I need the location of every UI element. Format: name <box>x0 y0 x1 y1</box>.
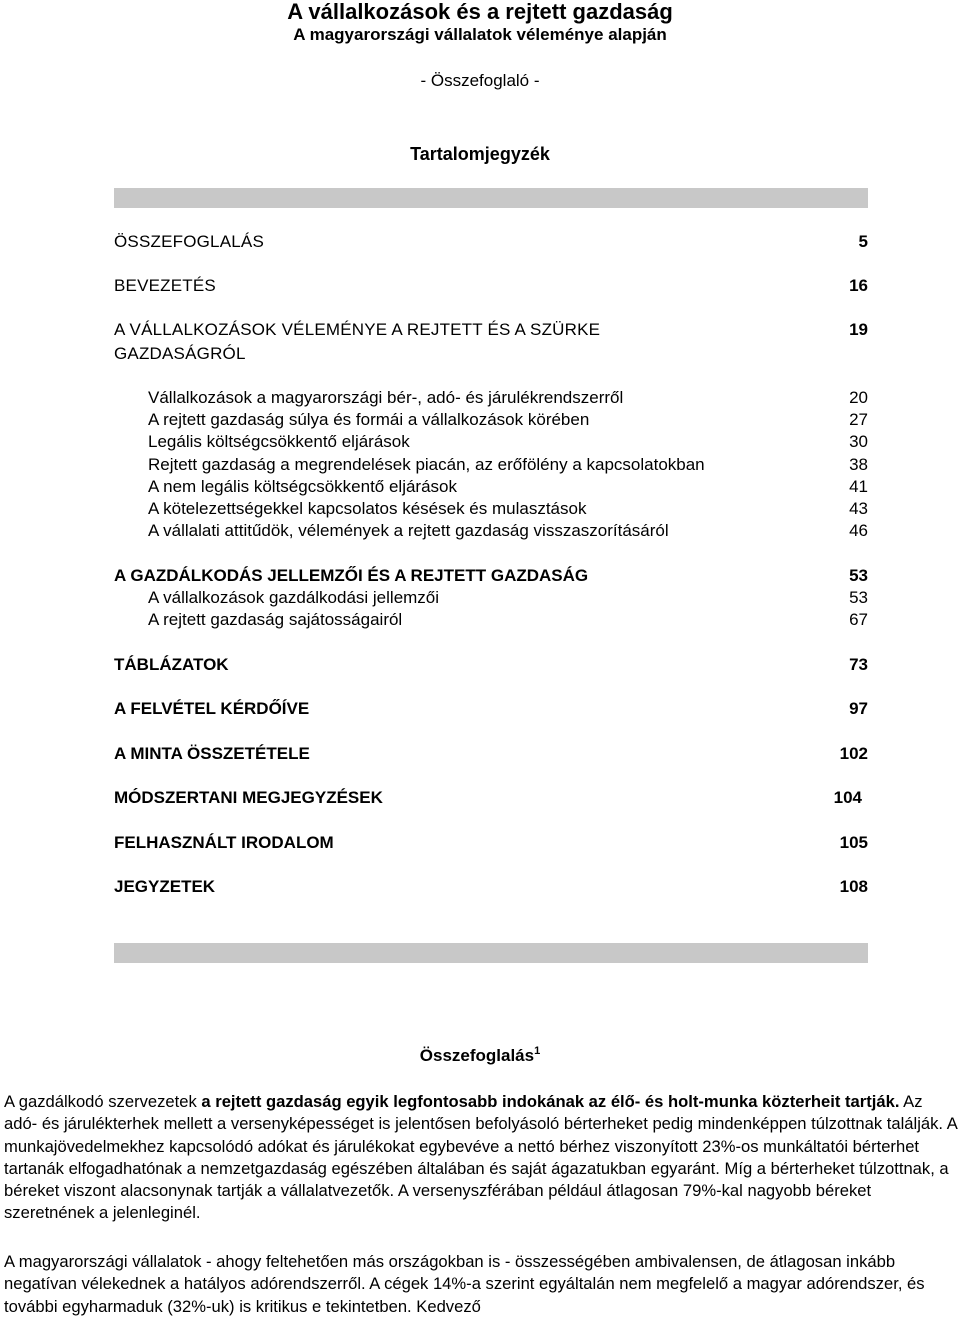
document-subtitle: A magyarországi vállalatok véleménye alapján <box>293 25 667 44</box>
toc-entry-title: ÖSSZEFOGLALÁS <box>114 232 264 251</box>
divider-bar-top <box>114 188 868 208</box>
toc-entry-title: A VÁLLALKOZÁSOK VÉLEMÉNYE A REJTETT ÉS A SZÜRKE <box>114 320 601 339</box>
toc-entry-page: 27 <box>849 410 868 429</box>
summary-section-title <box>0 1040 960 1067</box>
toc-entry-page: 38 <box>849 455 868 474</box>
toc-entry-page: 67 <box>849 610 868 629</box>
toc-entry-page: 102 <box>839 744 868 763</box>
toc-entry-page: 108 <box>839 877 868 896</box>
summary-paragraph-1 <box>4 1091 958 1225</box>
toc-entry-title: A rejtett gazdaság sajátosságairól <box>148 610 403 629</box>
toc-entry-title-line2: GAZDASÁGRÓL <box>114 344 246 363</box>
toc-entry-title: A nem legális költségcsökkentő eljárások <box>148 477 457 496</box>
toc-entry-title: A kötelezettségekkel kapcsolatos késések és mulasztások <box>148 499 587 518</box>
toc-entry-page: 105 <box>839 833 868 852</box>
paragraph-text: A gazdálkodó szervezetek <box>4 1092 202 1111</box>
toc-entry-page: 46 <box>849 521 868 540</box>
paragraph-emphasis: a rejtett gazdaság egyik legfontosabb indokának az élő- és holt-munka közterheit tartják. <box>201 1092 900 1111</box>
toc-entry-page: 97 <box>849 699 868 718</box>
toc-entry-page: 73 <box>849 655 868 674</box>
toc-entry-page: 20 <box>849 388 868 407</box>
paragraph-text: Az adó- és járulékterhek mellett a versenyképességet is jelentősen befolyásoló bérterheket pedig mindenképpen túlzottnak találják. A munkajövedelmekhez kapcsolódó adókat és járulékokat egybevéve a nettó bérhez viszonyított 23%-os munkáltatói bérterhet tartanák elfogadhatónak a nemzetgazdaság egészében általában és saját ágazatukban egyaránt. Míg a bérterheket túlzottnak, a béreket viszont alacsonynak tartják a vállalatvezetők. A versenyszférában például átlagosan 79%-kal nagyobb béreket szeretnének a jelenleginél. <box>4 1092 957 1223</box>
toc-entry-page: 41 <box>849 477 868 496</box>
toc-entry-page: 30 <box>849 432 868 451</box>
toc-entry-page: 43 <box>849 499 868 518</box>
toc-entry-page: 19 <box>849 320 868 339</box>
toc-entry-title: Rejtett gazdaság a megrendelések piacán, az erőfölény a kapcsolatokban <box>148 455 705 474</box>
document-title: A vállalkozások és a rejtett gazdaság <box>287 0 673 24</box>
summary-title-text: Összefoglalás <box>419 1046 535 1065</box>
toc-entry-page: 5 <box>858 232 868 251</box>
footnote-marker[interactable]: 1 <box>534 1045 541 1057</box>
toc-entry-title: A MINTA ÖSSZETÉTELE <box>114 744 310 763</box>
toc-entry-title: JEGYZETEK <box>114 877 216 896</box>
toc-entry-title: FELHASZNÁLT IRODALOM <box>114 833 334 852</box>
toc-entry-title: A vállalati attitűdök, vélemények a rejtett gazdaság visszaszorításáról <box>148 521 669 540</box>
toc-entry-title: A rejtett gazdaság súlya és formái a vállalkozások körében <box>148 410 590 429</box>
toc-entry-title: A vállalkozások gazdálkodási jellemzői <box>148 588 440 607</box>
summary-label: - Összefoglaló - <box>420 71 540 90</box>
toc-heading: Tartalomjegyzék <box>410 144 550 164</box>
summary-paragraph-2: A magyarországi vállalatok - ahogy feltehetően más országokban is - összességében ambivalensen, de átlagosan inkább negatívan vélekednek a hatályos adórendszerről. A cégek 14%-a szerint egyáltalán nem megfelelő a magyar adórendszer, és további egyharmaduk (32%-uk) is kritikus e tekintetben. Kedvező <box>4 1252 925 1316</box>
divider-bar-bottom <box>114 943 868 963</box>
toc-entry-page: 104 <box>833 788 862 807</box>
toc-entry-title: A FELVÉTEL KÉRDŐÍVE <box>114 699 310 718</box>
toc-entry-title: TÁBLÁZATOK <box>114 655 229 674</box>
toc-entry-page: 53 <box>849 588 868 607</box>
toc-entry-title: Vállalkozások a magyarországi bér-, adó- és járulékrendszerről <box>148 388 624 407</box>
toc-entry-page: 53 <box>849 566 868 585</box>
toc-entry-title: Legális költségcsökkentő eljárások <box>148 432 410 451</box>
toc-entry-page: 16 <box>849 276 868 295</box>
toc-entry-title: BEVEZETÉS <box>114 276 216 295</box>
toc-entry-title: A GAZDÁLKODÁS JELLEMZŐI ÉS A REJTETT GAZDASÁG <box>114 566 589 585</box>
toc-entry-title: MÓDSZERTANI MEGJEGYZÉSEK <box>114 788 383 807</box>
